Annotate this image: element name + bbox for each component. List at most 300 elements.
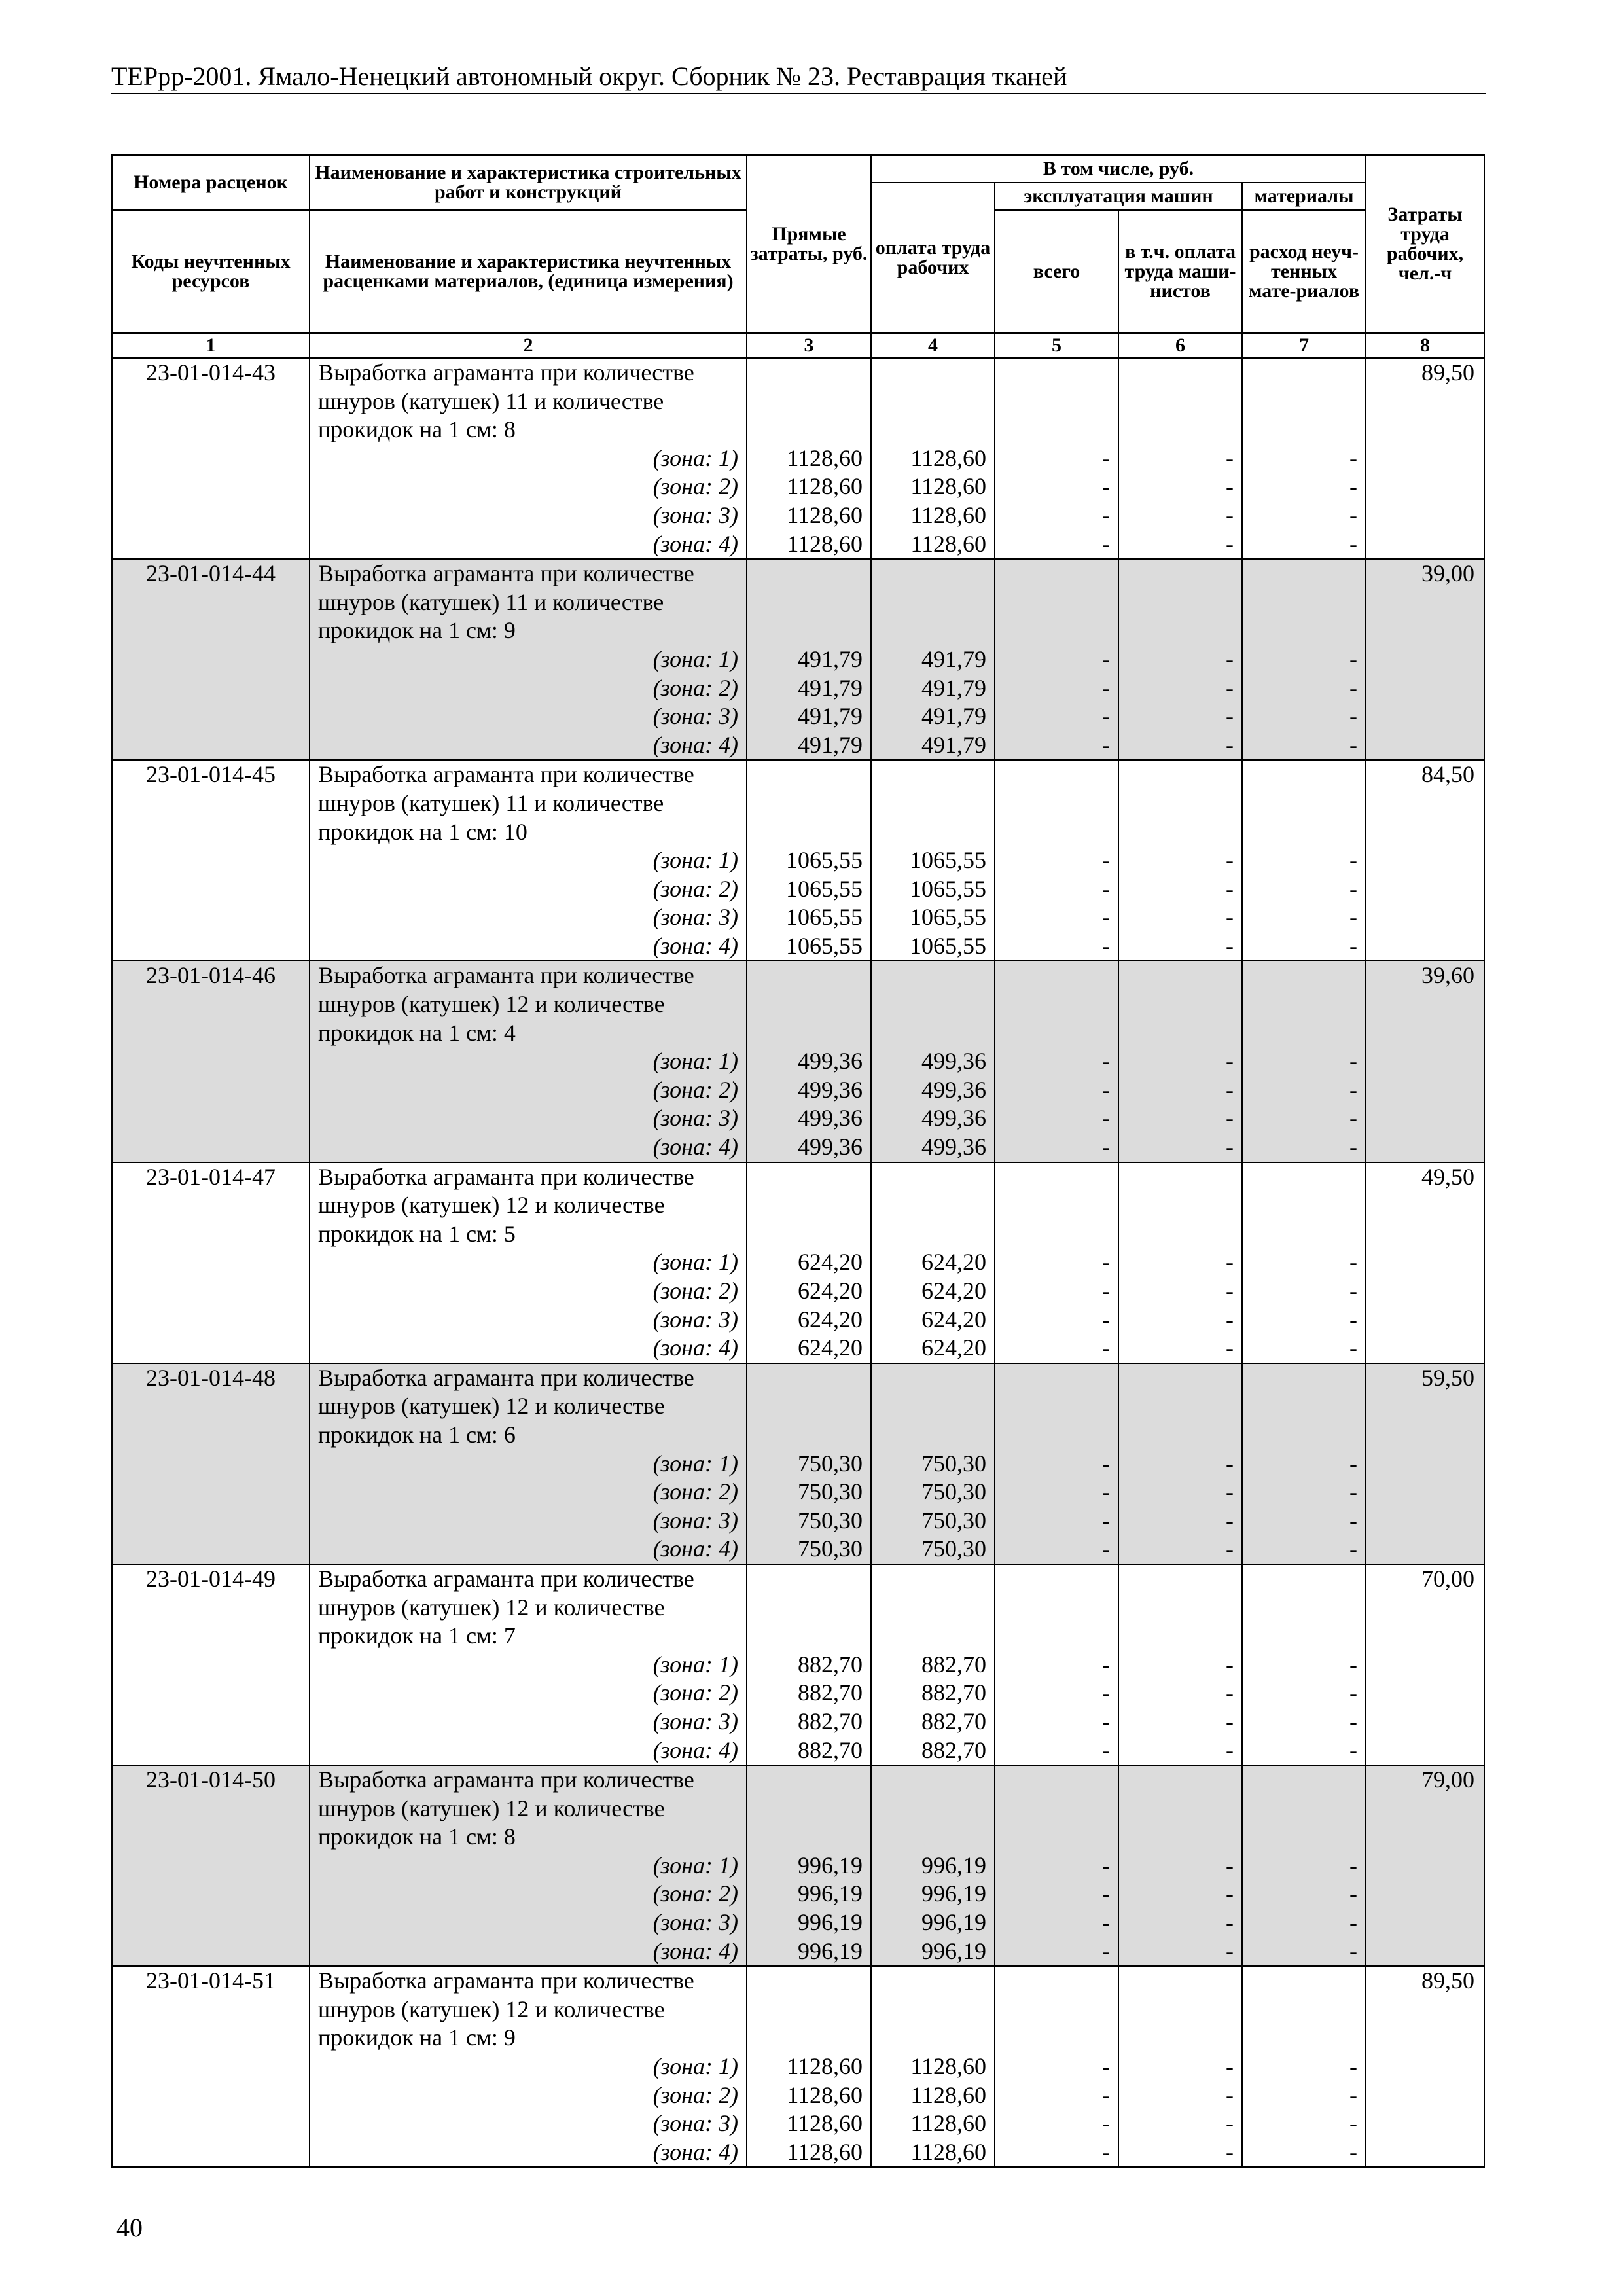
blank-line [880,1967,986,1996]
page-header [111,60,1486,94]
dash-value: - [1349,2110,1358,2137]
blank-line [755,1996,863,2024]
blank-line [1003,1795,1110,1823]
description-line: шнуров (катушек) 11 и количестве [318,789,664,816]
labor-value: 89,50 [1421,1967,1475,1994]
rate-code-cell [112,1162,310,1363]
zone-label: (зона: 3) [652,1105,738,1132]
col-number-4: 4 [871,333,995,358]
blank-line [880,818,986,847]
blank-line [1003,387,1110,416]
description-line: Выработка аграманта при количестве [318,962,694,989]
dash-value: - [1226,703,1234,730]
blank-line [1003,990,1110,1019]
materials-cell [1242,1765,1366,1966]
direct-costs-cell [747,1966,871,2167]
blank-line [880,1622,986,1651]
dash-value: - [1226,645,1234,672]
zone-label: (зона: 1) [652,1048,738,1075]
blank-line [1127,818,1234,847]
col-work-name-header: Наименование и характеристика строительных работ и конструкций [310,155,747,210]
direct-cost-value: 882,70 [798,1708,863,1734]
worker-pay-value: 499,36 [921,1048,986,1075]
dash-value: - [1349,645,1358,672]
worker-pay-value: 624,20 [921,1306,986,1333]
col-machine-operator-pay-header: в т.ч. оплата труда маши-нистов [1118,210,1242,333]
dash-value: - [1102,1249,1110,1276]
blank-line [1127,1019,1234,1048]
description-cell [310,358,747,559]
blank-line [1251,1996,1357,2024]
dash-value: - [1349,1278,1358,1304]
dash-value: - [1102,1852,1110,1878]
rate-code-cell [112,1765,310,1966]
dash-value: - [1226,2081,1234,2108]
labor-cell [1366,760,1484,961]
zone-label: (зона: 1) [652,2053,738,2080]
direct-cost-value: 996,19 [798,1880,863,1907]
direct-cost-value: 499,36 [798,1105,863,1132]
blank-line [1127,359,1234,387]
direct-cost-value: 1128,60 [787,501,863,528]
blank-line [1127,387,1234,416]
direct-cost-value: 1065,55 [786,875,863,902]
dash-value: - [1102,1278,1110,1304]
dash-value: - [1226,932,1234,959]
dash-value: - [1226,473,1234,500]
direct-cost-value: 624,20 [798,1335,863,1361]
blank-line [1127,961,1234,990]
blank-line [1127,588,1234,617]
col-machine-total-header: всего [995,210,1118,333]
description-line: шнуров (катушек) 12 и количестве [318,1393,665,1420]
dash-value: - [1226,1937,1234,1964]
blank-line [755,1163,863,1192]
materials-cell [1242,1162,1366,1363]
blank-line [880,1421,986,1450]
direct-cost-value: 1128,60 [787,2081,863,2108]
machine-operator-pay-cell [1118,760,1242,961]
rates-table [111,154,1485,2168]
machine-total-cell [995,358,1118,559]
description-cell [310,1966,747,2167]
blank-line [755,1766,863,1795]
dash-value: - [1102,731,1110,758]
description-line: прокидок на 1 см: 7 [318,1623,516,1649]
dash-value: - [1226,731,1234,758]
blank-line [1127,1622,1234,1651]
worker-pay-value: 1128,60 [910,530,986,557]
worker-pay-value: 491,79 [921,674,986,701]
worker-pay-value: 882,70 [921,1679,986,1706]
blank-line [1127,1191,1234,1220]
dash-value: - [1349,731,1358,758]
worker-pay-value: 750,30 [921,1450,986,1477]
rate-code: 23-01-014-50 [146,1767,276,1793]
blank-line [1251,961,1357,990]
dash-value: - [1349,1134,1358,1160]
col-number-1: 1 [112,333,310,358]
col-materials-header: материалы [1242,183,1366,210]
col-number-5: 5 [995,333,1118,358]
description-line: прокидок на 1 см: 10 [318,818,527,845]
blank-line [755,1421,863,1450]
blank-line [755,359,863,387]
dash-value: - [1226,2138,1234,2165]
direct-cost-value: 1065,55 [786,847,863,874]
blank-line [1251,359,1357,387]
worker-pay-value: 499,36 [921,1134,986,1160]
description-line: шнуров (катушек) 12 и количестве [318,1996,665,2022]
blank-line [1127,1967,1234,1996]
worker-pay-value: 1065,55 [910,932,986,959]
document-title: ТЕРрр-2001. Ямало-Ненецкий автономный округ. Сборник № 23. Реставрация тканей [111,62,1067,91]
col-number-3: 3 [747,333,871,358]
blank-line [1003,1967,1110,1996]
dash-value: - [1226,1048,1234,1075]
zone-label: (зона: 1) [652,847,738,874]
dash-value: - [1102,645,1110,672]
machine-total-cell [995,559,1118,760]
worker-pay-value: 996,19 [921,1852,986,1878]
direct-cost-value: 624,20 [798,1249,863,1276]
worker-pay-value: 750,30 [921,1479,986,1505]
description-line: прокидок на 1 см: 9 [318,617,516,644]
blank-line [1251,1191,1357,1220]
col-resource-codes-header: Коды неучтенных ресурсов [112,210,310,333]
blank-line [880,1392,986,1421]
worker-pay-value: 882,70 [921,1708,986,1734]
zone-label: (зона: 3) [652,703,738,730]
blank-line [1127,1565,1234,1594]
dash-value: - [1102,1535,1110,1562]
rate-code-cell [112,760,310,961]
blank-line [880,1019,986,1048]
direct-cost-value: 491,79 [798,645,863,672]
zone-label: (зона: 4) [652,731,738,758]
rate-code-cell [112,559,310,760]
machine-operator-pay-cell [1118,1363,1242,1564]
machine-operator-pay-cell [1118,1966,1242,2167]
blank-line [755,617,863,645]
dash-value: - [1226,2110,1234,2137]
blank-line [1251,1766,1357,1795]
blank-line [1003,1996,1110,2024]
rate-code-cell [112,1966,310,2167]
blank-line [1127,1163,1234,1192]
blank-line [880,1594,986,1623]
zone-label: (зона: 2) [652,2081,738,2108]
labor-value: 39,00 [1421,560,1475,587]
dash-value: - [1102,1909,1110,1936]
direct-costs-cell [747,1564,871,1765]
direct-cost-value: 499,36 [798,1134,863,1160]
worker-pay-value: 1128,60 [910,501,986,528]
blank-line [880,1364,986,1393]
direct-cost-value: 996,19 [798,1909,863,1936]
dash-value: - [1349,1535,1358,1562]
blank-line [755,1594,863,1623]
blank-line [1251,1392,1357,1421]
rate-code: 23-01-014-49 [146,1565,276,1592]
dash-value: - [1349,1651,1358,1677]
col-worker-pay-header: оплата труда рабочих [871,183,995,333]
table-body [112,358,1484,2167]
dash-value: - [1349,444,1358,471]
dash-value: - [1102,932,1110,959]
blank-line [1251,588,1357,617]
materials-cell [1242,760,1366,961]
description-line: Выработка аграманта при количестве [318,359,694,386]
dash-value: - [1349,932,1358,959]
description-cell [310,1363,747,1564]
direct-cost-value: 882,70 [798,1736,863,1763]
dash-value: - [1226,904,1234,931]
zone-label: (зона: 4) [652,932,738,959]
zone-label: (зона: 3) [652,1507,738,1534]
blank-line [1251,387,1357,416]
zone-label: (зона: 4) [652,2138,738,2165]
zone-label: (зона: 3) [652,904,738,931]
worker-pay-value: 491,79 [921,731,986,758]
zone-label: (зона: 4) [652,1134,738,1160]
description-line: прокидок на 1 см: 6 [318,1421,516,1448]
machine-total-cell [995,1162,1118,1363]
worker-pay-value: 882,70 [921,1736,986,1763]
dash-value: - [1102,847,1110,874]
blank-line [1003,560,1110,588]
col-material-name-header: Наименование и характеристика неучтенных расценками материалов, (единица измерения) [310,210,747,333]
blank-line [1251,1622,1357,1651]
machine-total-cell [995,1765,1118,1966]
direct-cost-value: 499,36 [798,1048,863,1075]
blank-line [880,1163,986,1192]
rate-code-cell [112,1564,310,1765]
dash-value: - [1349,875,1358,902]
zone-label: (зона: 3) [652,2110,738,2137]
zone-label: (зона: 3) [652,1306,738,1333]
rate-row [112,358,1484,559]
blank-line [1003,1622,1110,1651]
dash-value: - [1226,1335,1234,1361]
blank-line [755,1795,863,1823]
blank-line [1251,1594,1357,1623]
zone-label: (зона: 3) [652,1708,738,1734]
dash-value: - [1226,875,1234,902]
dash-value: - [1102,674,1110,701]
blank-line [1251,789,1357,818]
rate-row [112,1966,1484,2167]
blank-line [755,789,863,818]
zone-label: (зона: 1) [652,1651,738,1677]
blank-line [1003,1766,1110,1795]
direct-costs-cell [747,358,871,559]
col-machine-operation-header: эксплуатация машин [995,183,1242,210]
zone-label: (зона: 2) [652,1076,738,1103]
dash-value: - [1102,1076,1110,1103]
worker-pay-value: 624,20 [921,1278,986,1304]
direct-costs-cell [747,1363,871,1564]
direct-cost-value: 750,30 [798,1479,863,1505]
blank-line [1127,2024,1234,2053]
direct-cost-value: 499,36 [798,1076,863,1103]
direct-cost-value: 1128,60 [787,530,863,557]
blank-line [755,761,863,789]
dash-value: - [1102,703,1110,730]
col-number-8: 8 [1366,333,1484,358]
blank-line [755,416,863,444]
worker-pay-value: 491,79 [921,645,986,672]
worker-pay-cell [871,1765,995,1966]
blank-line [1003,1220,1110,1249]
dash-value: - [1102,1450,1110,1477]
blank-line [1003,1421,1110,1450]
col-labor-header: Затраты труда рабочих, чел.-ч [1366,155,1484,333]
blank-line [1127,1823,1234,1852]
labor-cell [1366,1966,1484,2167]
rate-row [112,1162,1484,1363]
dash-value: - [1226,1479,1234,1505]
col-unaccounted-materials-header: расход неуч-тенных мате-риалов [1242,210,1366,333]
zone-label: (зона: 2) [652,875,738,902]
blank-line [755,1392,863,1421]
blank-line [755,387,863,416]
direct-costs-cell [747,559,871,760]
blank-line [880,1220,986,1249]
col-including-header: В том числе, руб. [871,155,1366,183]
description-line: шнуров (катушек) 11 и количестве [318,387,664,414]
zone-label: (зона: 2) [652,1880,738,1907]
direct-cost-value: 750,30 [798,1507,863,1534]
blank-line [1251,818,1357,847]
rate-code: 23-01-014-47 [146,1163,276,1190]
description-line: прокидок на 1 см: 8 [318,416,516,443]
zone-label: (зона: 2) [652,473,738,500]
dash-value: - [1226,1679,1234,1706]
col-direct-costs-header: Прямые затраты, руб. [747,155,871,333]
dash-value: - [1349,2053,1358,2080]
dash-value: - [1226,530,1234,557]
dash-value: - [1102,1134,1110,1160]
dash-value: - [1226,1306,1234,1333]
machine-operator-pay-cell [1118,1564,1242,1765]
description-line: шнуров (катушек) 12 и количестве [318,1795,665,1821]
direct-cost-value: 1128,60 [787,473,863,500]
dash-value: - [1349,1249,1358,1276]
labor-value: 79,00 [1421,1767,1475,1793]
description-line: прокидок на 1 см: 8 [318,1823,516,1850]
dash-value: - [1349,2138,1358,2165]
zone-label: (зона: 1) [652,1852,738,1878]
description-cell [310,961,747,1162]
description-line: Выработка аграманта при количестве [318,1565,694,1592]
machine-operator-pay-cell [1118,961,1242,1162]
zone-label: (зона: 2) [652,1278,738,1304]
dash-value: - [1102,1736,1110,1763]
dash-value: - [1102,1937,1110,1964]
labor-value: 89,50 [1421,359,1475,386]
machine-operator-pay-cell [1118,1765,1242,1966]
direct-cost-value: 996,19 [798,1937,863,1964]
description-line: шнуров (катушек) 12 и количестве [318,1192,665,1219]
dash-value: - [1102,1479,1110,1505]
worker-pay-value: 1065,55 [910,847,986,874]
blank-line [880,359,986,387]
dash-value: - [1226,1278,1234,1304]
worker-pay-value: 624,20 [921,1249,986,1276]
blank-line [1003,1392,1110,1421]
dash-value: - [1102,1306,1110,1333]
labor-cell [1366,1765,1484,1966]
description-line: Выработка аграманта при количестве [318,1364,694,1391]
direct-cost-value: 882,70 [798,1651,863,1677]
direct-cost-value: 1128,60 [787,2053,863,2080]
dash-value: - [1349,1479,1358,1505]
labor-value: 70,00 [1421,1565,1475,1592]
machine-total-cell [995,760,1118,961]
blank-line [1003,617,1110,645]
worker-pay-value: 1065,55 [910,875,986,902]
description-line: Выработка аграманта при количестве [318,560,694,587]
description-cell [310,1564,747,1765]
worker-pay-value: 499,36 [921,1105,986,1132]
blank-line [1251,1421,1357,1450]
blank-line [1127,761,1234,789]
dash-value: - [1226,444,1234,471]
zone-label: (зона: 4) [652,1335,738,1361]
blank-line [1003,1019,1110,1048]
dash-value: - [1349,1306,1358,1333]
dash-value: - [1102,1507,1110,1534]
blank-line [1003,961,1110,990]
worker-pay-value: 750,30 [921,1535,986,1562]
blank-line [880,1565,986,1594]
dash-value: - [1226,1105,1234,1132]
labor-cell [1366,1363,1484,1564]
zone-label: (зона: 4) [652,530,738,557]
worker-pay-cell [871,1966,995,2167]
dash-value: - [1226,1852,1234,1878]
blank-line [1003,1191,1110,1220]
blank-line [880,588,986,617]
worker-pay-value: 1128,60 [910,2110,986,2137]
dash-value: - [1102,1651,1110,1677]
dash-value: - [1102,444,1110,471]
blank-line [1251,1364,1357,1393]
blank-line [1003,789,1110,818]
blank-line [1003,359,1110,387]
blank-line [880,617,986,645]
worker-pay-value: 1065,55 [910,904,986,931]
blank-line [1003,1163,1110,1192]
worker-pay-value: 1128,60 [910,473,986,500]
blank-line [755,1364,863,1393]
direct-cost-value: 750,30 [798,1450,863,1477]
blank-line [1127,560,1234,588]
rate-row [112,1765,1484,1966]
rate-code: 23-01-014-44 [146,560,276,587]
blank-line [1127,1996,1234,2024]
zone-label: (зона: 1) [652,645,738,672]
description-line: Выработка аграманта при количестве [318,1163,694,1190]
dash-value: - [1102,1708,1110,1734]
dash-value: - [1226,1450,1234,1477]
direct-cost-value: 624,20 [798,1278,863,1304]
direct-cost-value: 1128,60 [787,2138,863,2165]
blank-line [1251,560,1357,588]
dash-value: - [1226,1909,1234,1936]
direct-costs-cell [747,760,871,961]
